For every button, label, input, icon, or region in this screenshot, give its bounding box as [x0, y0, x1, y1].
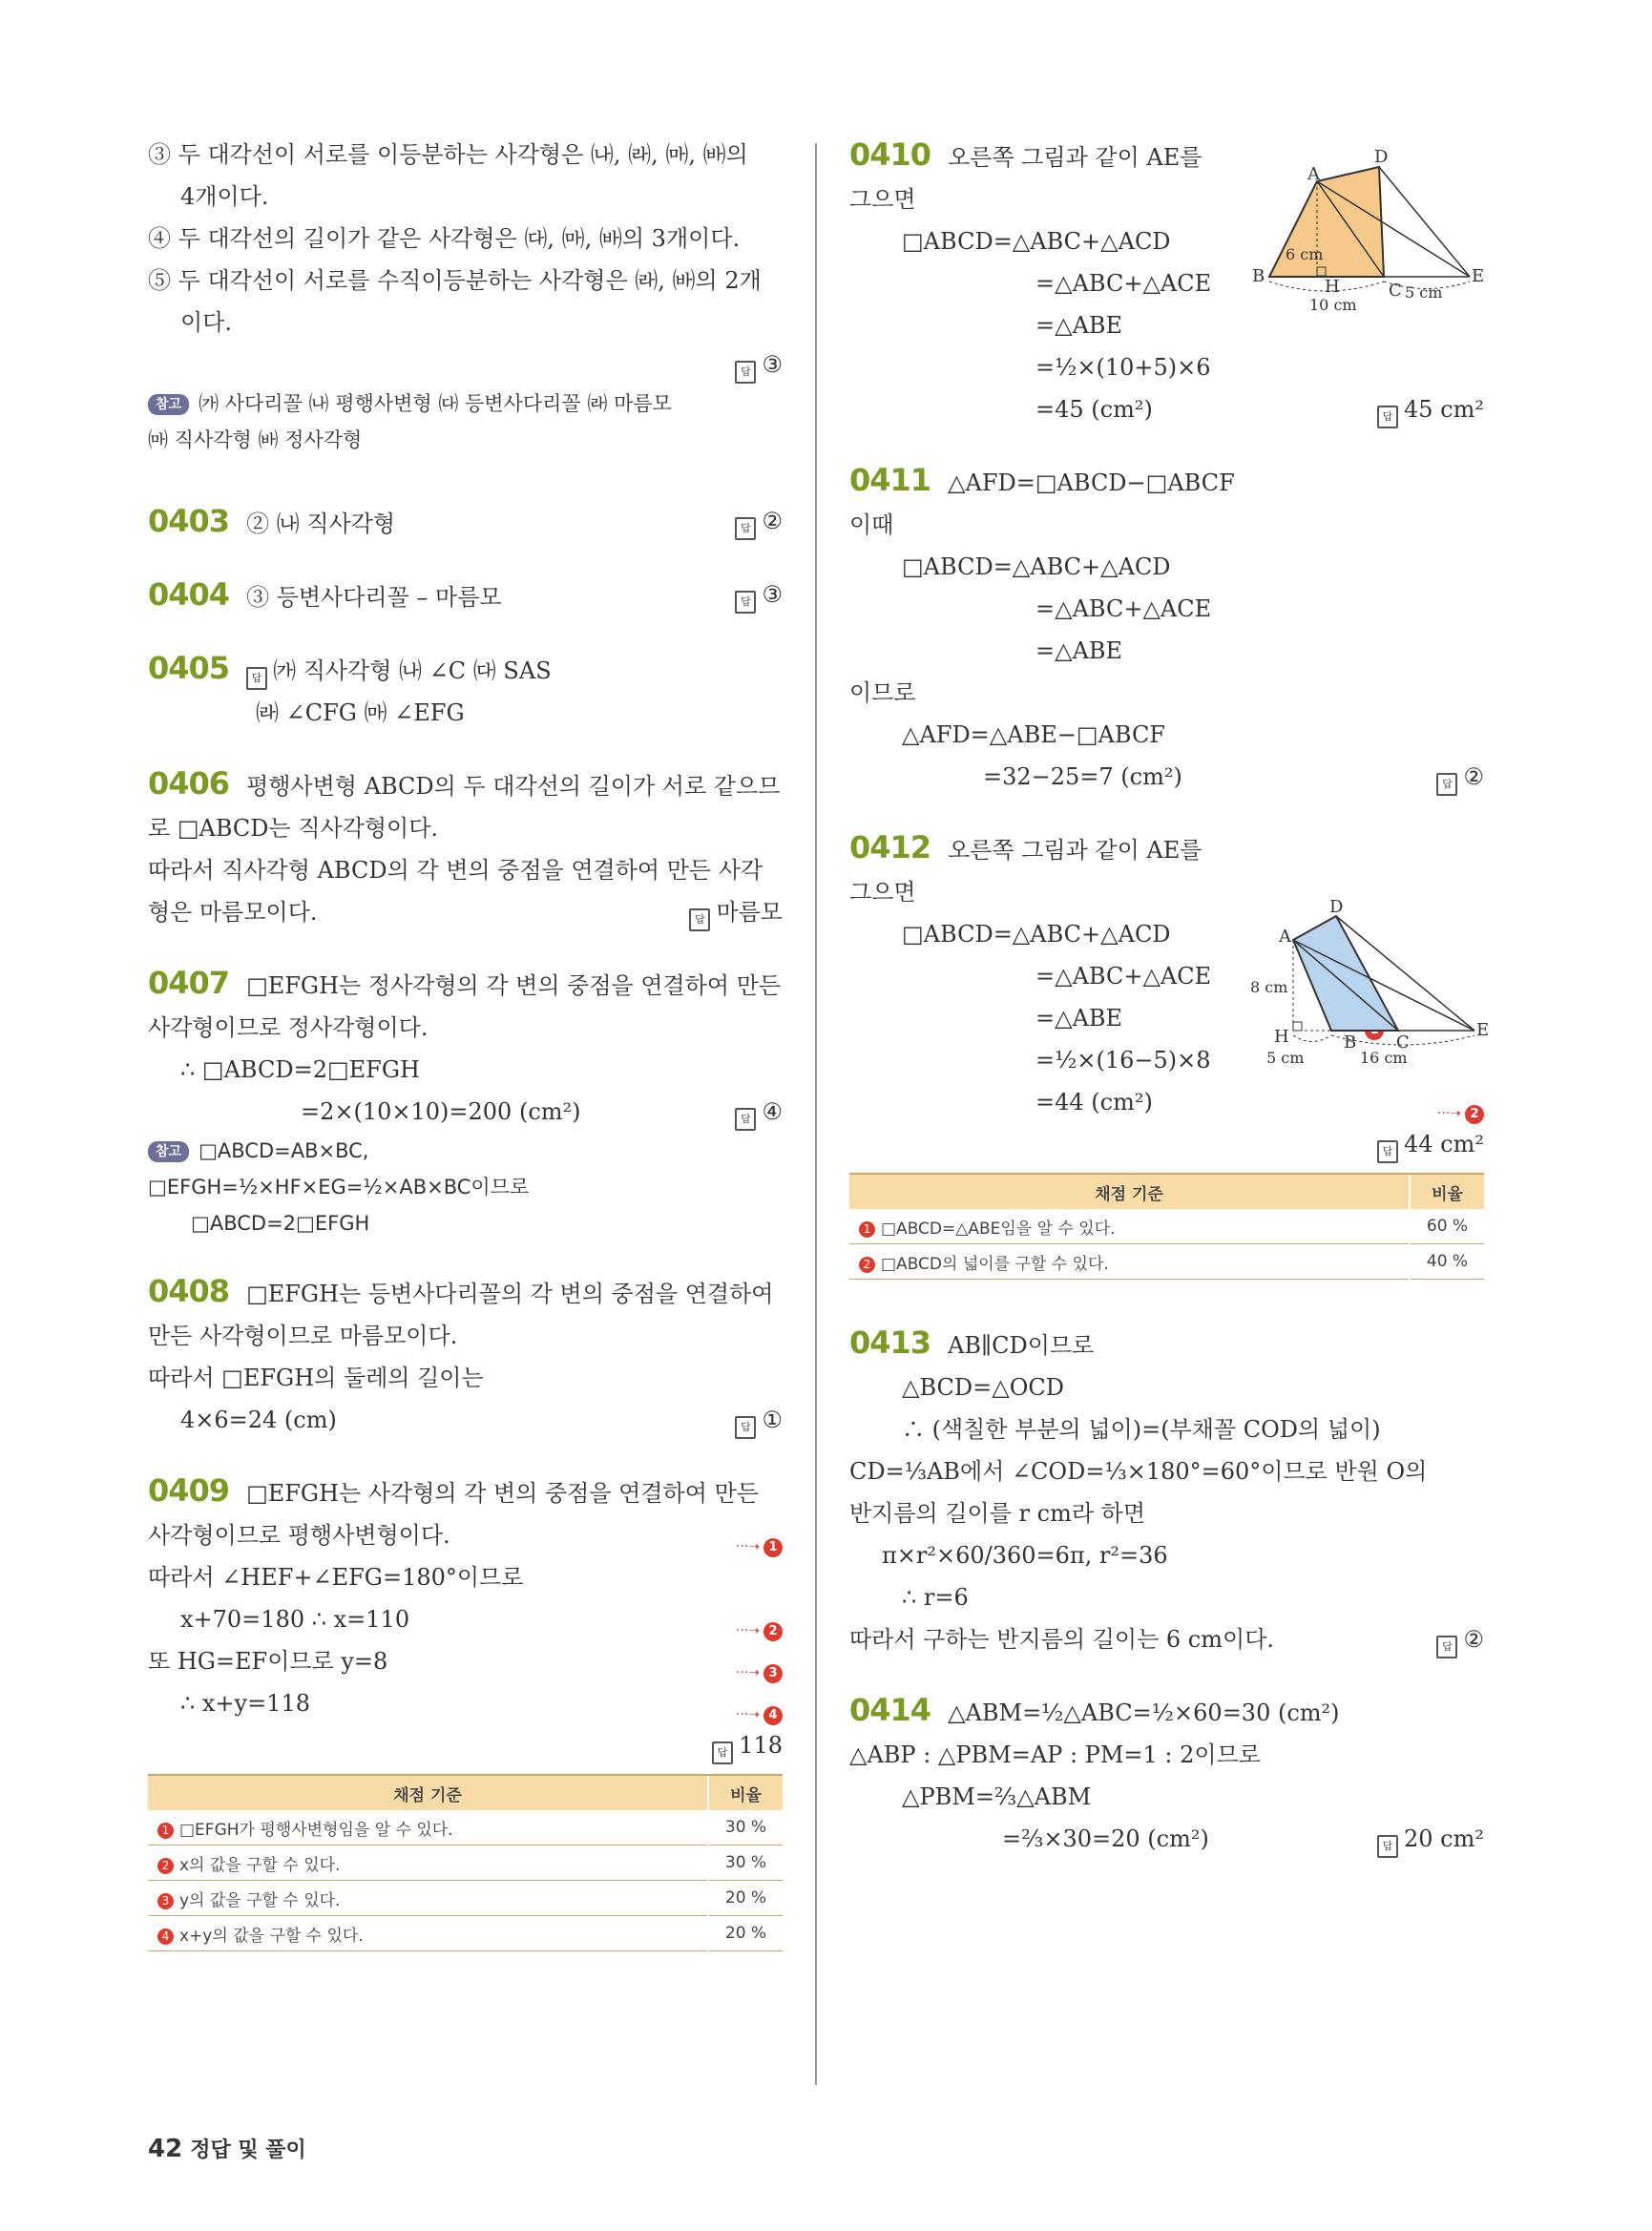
- problem-number: 0409: [148, 1472, 230, 1509]
- problem-number: 0413: [849, 1324, 931, 1361]
- intro-line: ③ 두 대각선이 서로를 이등분하는 사각형은 ㈏, ㈑, ㈒, ㈓의: [148, 141, 748, 168]
- reference-tag: 참고: [148, 394, 189, 415]
- answer-value: ②: [762, 508, 783, 534]
- problem-text: =32−25=7 (cm²): [983, 763, 1182, 790]
- quadrilateral-shape: [1293, 916, 1398, 1031]
- page-footer: [148, 2134, 306, 2163]
- row-text: □EFGH가 평행사변형임을 알 수 있다.: [179, 1820, 453, 1840]
- row-text: x+y의 값을 구할 수 있다.: [179, 1926, 364, 1946]
- answer-icon: 답: [735, 1108, 756, 1131]
- label: D: [1329, 897, 1344, 917]
- reference-text: ㈎ 사다리꼴 ㈏ 평행사변형 ㈐ 등변사다리꼴 ㈑ 마름모: [199, 392, 672, 415]
- problem-text: =2×(10×10)=200 (cm²): [301, 1098, 581, 1125]
- problem-line: [849, 756, 1484, 798]
- reference-text: □ABCD=2□EFGH: [191, 1212, 370, 1235]
- label: 16 cm: [1360, 1049, 1408, 1067]
- row-ratio: 30 %: [708, 1810, 783, 1845]
- problem-line: [148, 1399, 783, 1441]
- answer-value: ②: [1463, 1626, 1484, 1653]
- answer-value: 45 cm²: [1404, 396, 1484, 423]
- label: D: [1374, 147, 1389, 167]
- answer-icon: 답: [735, 361, 756, 384]
- answer-icon: 답: [689, 908, 710, 931]
- row-text: □ABCD의 넓이를 구할 수 있다.: [881, 1254, 1109, 1274]
- answer-value: ③: [762, 581, 783, 608]
- answer-icon: 답: [1436, 773, 1457, 796]
- step-marker: ···➝ 1: [736, 1526, 783, 1568]
- problem-text: AB∥CD이므로: [948, 1332, 1095, 1359]
- problem-text: 만든 사각형이므로 마름모이다.: [148, 1323, 458, 1349]
- left-column: [148, 134, 783, 1951]
- problem-text: =△ABC+△ACE: [1035, 595, 1212, 622]
- answer-icon: 답: [735, 517, 756, 540]
- problem-text: ∴ (색칠한 부분의 넓이)=(부채꼴 COD의 넓이): [902, 1416, 1381, 1443]
- problem-text: =½×(16−5)×8: [1035, 1047, 1211, 1074]
- table-header: [148, 1775, 783, 1810]
- reference-text: □EFGH=½×HF×EG=½×AB×BC이므로: [148, 1176, 530, 1199]
- problem-text: ② ㈏ 직사각형: [246, 511, 396, 537]
- label: H: [1274, 1027, 1289, 1047]
- row-ratio: 60 %: [1410, 1209, 1484, 1244]
- problem-text: ∴ x+y=118: [180, 1690, 311, 1717]
- row-number: 2: [859, 1257, 875, 1273]
- problem-text: =△ABE: [1035, 312, 1123, 339]
- problem-text: 이때: [849, 511, 894, 538]
- answer-value: ④: [762, 1098, 783, 1125]
- row-number: 2: [157, 1858, 174, 1874]
- problem-line: [148, 1514, 783, 1556]
- problem-text: 4×6=24 (cm): [180, 1407, 337, 1433]
- problem-0411: [849, 459, 1484, 504]
- problem-text: =⅔×30=20 (cm²): [1002, 1825, 1209, 1852]
- answer-icon: 답: [1377, 1140, 1398, 1163]
- problem-0414: [849, 1689, 1484, 1734]
- problem-text: ③ 등변사다리꼴 – 마름모: [246, 584, 502, 611]
- intro-line: 4개이다.: [180, 183, 269, 210]
- answer-icon: 답: [735, 591, 756, 614]
- answer-value: ②: [1463, 763, 1484, 790]
- problem-text: 이므로: [849, 679, 916, 706]
- problem-text: 그으면: [849, 879, 916, 906]
- table-row: [849, 1244, 1484, 1280]
- label: B: [1344, 1032, 1357, 1053]
- reference-tag: 참고: [148, 1141, 189, 1162]
- problem-0408: [148, 1270, 783, 1315]
- problem-text: =45 (cm²): [1035, 396, 1153, 423]
- problem-line: [849, 1618, 1484, 1660]
- label: 5 cm: [1405, 283, 1443, 302]
- problem-line: [148, 1682, 783, 1724]
- problem-number: 0406: [148, 765, 230, 802]
- grading-table: [148, 1774, 783, 1951]
- header-ratio: 비율: [1410, 1174, 1484, 1209]
- label: H: [1325, 277, 1340, 297]
- right-angle-mark: [1293, 1022, 1302, 1031]
- problem-number: 0412: [849, 829, 931, 865]
- problem-text: 따라서 직사각형 ABCD의 각 변의 중점을 연결하여 만든 사각: [148, 857, 763, 884]
- intro-line: 이다.: [180, 309, 232, 336]
- column-divider: [815, 143, 817, 2085]
- problem-number: 0410: [849, 136, 931, 173]
- problem-text: □EFGH는 사각형의 각 변의 중점을 연결하여 만든: [246, 1480, 759, 1507]
- problem-text: □ABCD=△ABC+△ACD: [902, 228, 1171, 255]
- problem-text: □EFGH는 등변사다리꼴의 각 변의 중점을 연결하여: [246, 1281, 774, 1307]
- page-number: 42: [148, 2135, 183, 2163]
- problem-text: π×r²×60/360=6π, r²=36: [882, 1542, 1168, 1569]
- reference-note: ㈒ 직사각형 ㈓ 정사각형: [148, 428, 363, 451]
- problem-text: □EFGH는 정사각형의 각 변의 중점을 연결하여 만든: [246, 972, 782, 999]
- row-number: 3: [157, 1893, 174, 1909]
- problem-text: 사각형이므로 정사각형이다.: [148, 1014, 429, 1041]
- dimension-arc: [1293, 1035, 1331, 1042]
- problem-text: △AFD=△ABE−□ABCF: [902, 721, 1165, 748]
- problem-text: 오른쪽 그림과 같이 AE를: [948, 144, 1202, 171]
- intro-line: ④ 두 대각선의 길이가 같은 사각형은 ㈐, ㈒, ㈓의 3개이다.: [148, 225, 741, 252]
- problem-text: 형은 마름모이다.: [148, 899, 318, 926]
- problem-text: △ABP : △PBM=AP : PM=1 : 2이므로: [849, 1741, 1261, 1768]
- row-ratio: 20 %: [708, 1916, 783, 1951]
- table-row: [148, 1845, 783, 1881]
- answer-icon: 답: [1377, 1835, 1398, 1858]
- label: 6 cm: [1286, 245, 1324, 263]
- answer-icon: 답: [1377, 406, 1398, 428]
- row-text: y의 값을 구할 수 있다.: [179, 1890, 341, 1910]
- problem-text: 따라서 구하는 반지름의 길이는 6 cm이다.: [849, 1626, 1275, 1653]
- problem-0406: [148, 762, 783, 807]
- problem-line: [849, 388, 1484, 430]
- answer-value: ①: [762, 1407, 783, 1433]
- problem-text: =△ABE: [1035, 1005, 1123, 1032]
- row-number: 1: [157, 1823, 174, 1839]
- problem-text: 그으면: [849, 186, 916, 213]
- label: 10 cm: [1309, 296, 1357, 314]
- problem-text: =△ABC+△ACE: [1035, 270, 1212, 297]
- table-header: [849, 1174, 1484, 1209]
- intro-line: ⑤ 두 대각선이 서로를 수직이등분하는 사각형은 ㈑, ㈓의 2개: [148, 267, 762, 294]
- figure-0412: [1245, 897, 1489, 1083]
- row-ratio: 20 %: [708, 1881, 783, 1916]
- figure-0410: [1241, 143, 1489, 324]
- header-criteria: 채점 기준: [148, 1775, 708, 1810]
- problem-line: [849, 1818, 1484, 1860]
- problem-0405: [148, 647, 783, 692]
- table-row: [148, 1881, 783, 1916]
- problem-text: □ABCD=△ABC+△ACD: [902, 921, 1171, 948]
- problem-text: 사각형이므로 평행사변형이다.: [148, 1522, 450, 1549]
- step-marker: ···➝ 3: [736, 1652, 783, 1694]
- problem-0409: [148, 1470, 783, 1514]
- label: E: [1472, 266, 1485, 286]
- row-ratio: 40 %: [1410, 1244, 1484, 1280]
- problem-line: [148, 891, 783, 933]
- step-marker: ···➝ 2: [1437, 1093, 1484, 1135]
- problem-line: [148, 1598, 783, 1640]
- answer-icon: 답: [1436, 1636, 1457, 1658]
- step-marker: ···➝ 4: [736, 1694, 783, 1736]
- problem-line: [148, 1091, 783, 1133]
- answer-value: 마름모: [716, 899, 783, 926]
- problem-0404: [148, 573, 783, 618]
- problem-0413: [849, 1322, 1484, 1366]
- answer-row: [148, 344, 783, 386]
- label: 8 cm: [1250, 978, 1288, 996]
- reference-note: [148, 386, 783, 422]
- header-criteria: 채점 기준: [849, 1174, 1410, 1209]
- problem-text: 또 HG=EF이므로 y=8: [148, 1648, 388, 1675]
- answer-value: 44 cm²: [1404, 1131, 1484, 1157]
- problem-text: 반지름의 길이를 r cm라 하면: [849, 1500, 1146, 1527]
- row-text: □ABCD=△ABE임을 알 수 있다.: [881, 1219, 1116, 1239]
- problem-number: 0408: [148, 1273, 230, 1309]
- problem-line: [148, 1640, 783, 1682]
- answer-icon: 답: [735, 1416, 756, 1439]
- label: A: [1307, 164, 1320, 184]
- problem-0412: [849, 826, 1484, 871]
- label: C: [1396, 1032, 1410, 1053]
- problem-text: □ABCD=△ABC+△ACD: [902, 553, 1171, 580]
- row-ratio: 30 %: [708, 1845, 783, 1881]
- problem-number: 0411: [849, 462, 931, 498]
- answer-value: 118: [739, 1732, 783, 1759]
- row-number: 4: [157, 1929, 174, 1945]
- problem-number: 0414: [849, 1692, 931, 1728]
- answer-value: 20 cm²: [1404, 1825, 1484, 1852]
- problem-text: △ABM=½△ABC=½×60=30 (cm²): [948, 1699, 1340, 1726]
- problem-number: 0405: [148, 650, 230, 686]
- problem-number: 0407: [148, 965, 230, 1001]
- problem-text: 따라서 ∠HEF+∠EFG=180°이므로: [148, 1564, 524, 1591]
- problem-text: 로 □ABCD는 직사각형이다.: [148, 815, 439, 842]
- header-ratio: 비율: [708, 1775, 783, 1810]
- problem-text: =½×(10+5)×6: [1035, 354, 1211, 381]
- problem-text: ∴ r=6: [902, 1584, 969, 1611]
- label: 5 cm: [1266, 1049, 1305, 1067]
- label: B: [1252, 266, 1265, 286]
- problem-text: △PBM=⅔△ABM: [902, 1783, 1092, 1810]
- table-row: [148, 1810, 783, 1845]
- answer-row: [148, 1724, 783, 1766]
- answer-icon: 답: [246, 667, 267, 690]
- table-row: [148, 1916, 783, 1951]
- parallel-line: [1379, 167, 1470, 277]
- answer-value: ③: [762, 351, 783, 378]
- problem-text: 오른쪽 그림과 같이 AE를: [948, 837, 1202, 864]
- label: C: [1389, 281, 1402, 301]
- problem-text: =△ABE: [1035, 637, 1123, 664]
- answer-icon: 답: [712, 1741, 733, 1764]
- reference-text: □ABCD=AB×BC,: [199, 1139, 369, 1162]
- label: A: [1279, 927, 1291, 947]
- problem-text: x+70=180 ∴ x=110: [180, 1606, 410, 1633]
- problem-text: △BCD=△OCD: [902, 1374, 1064, 1401]
- footer-title: 정답 및 풀이: [190, 2138, 306, 2162]
- grading-table: [849, 1173, 1484, 1280]
- problem-text: △AFD=□ABCD−□ABCF: [948, 469, 1235, 496]
- problem-text: 따라서 □EFGH의 둘레의 길이는: [148, 1365, 484, 1391]
- problem-text: 평행사변형 ABCD의 두 대각선의 길이가 서로 같으므: [246, 773, 781, 800]
- problem-text: ∴ □ABCD=2□EFGH: [180, 1056, 420, 1083]
- problem-text: CD=⅓AB에서 ∠COD=⅓×180°=60°이므로 반원 O의: [849, 1458, 1428, 1485]
- problem-text: ㈑ ∠CFG ㈒ ∠EFG: [256, 699, 465, 726]
- step-marker: ···➝ 2: [736, 1610, 783, 1652]
- label: E: [1476, 1020, 1489, 1040]
- problem-number: 0404: [148, 576, 230, 613]
- table-row: [849, 1209, 1484, 1244]
- problem-text: =44 (cm²): [1035, 1089, 1153, 1116]
- problem-number: 0403: [148, 503, 230, 539]
- problem-line: [849, 1081, 1484, 1123]
- answer-row: [849, 1123, 1484, 1165]
- problem-0407: [148, 962, 783, 1007]
- problem-0403: [148, 500, 783, 545]
- problem-text: =△ABC+△ACE: [1035, 963, 1212, 990]
- reference-note: [148, 1133, 783, 1169]
- row-number: 1: [859, 1221, 875, 1238]
- row-text: x의 값을 구할 수 있다.: [179, 1855, 341, 1875]
- problem-text: ㈎ 직사각형 ㈏ ∠C ㈐ SAS: [273, 657, 552, 684]
